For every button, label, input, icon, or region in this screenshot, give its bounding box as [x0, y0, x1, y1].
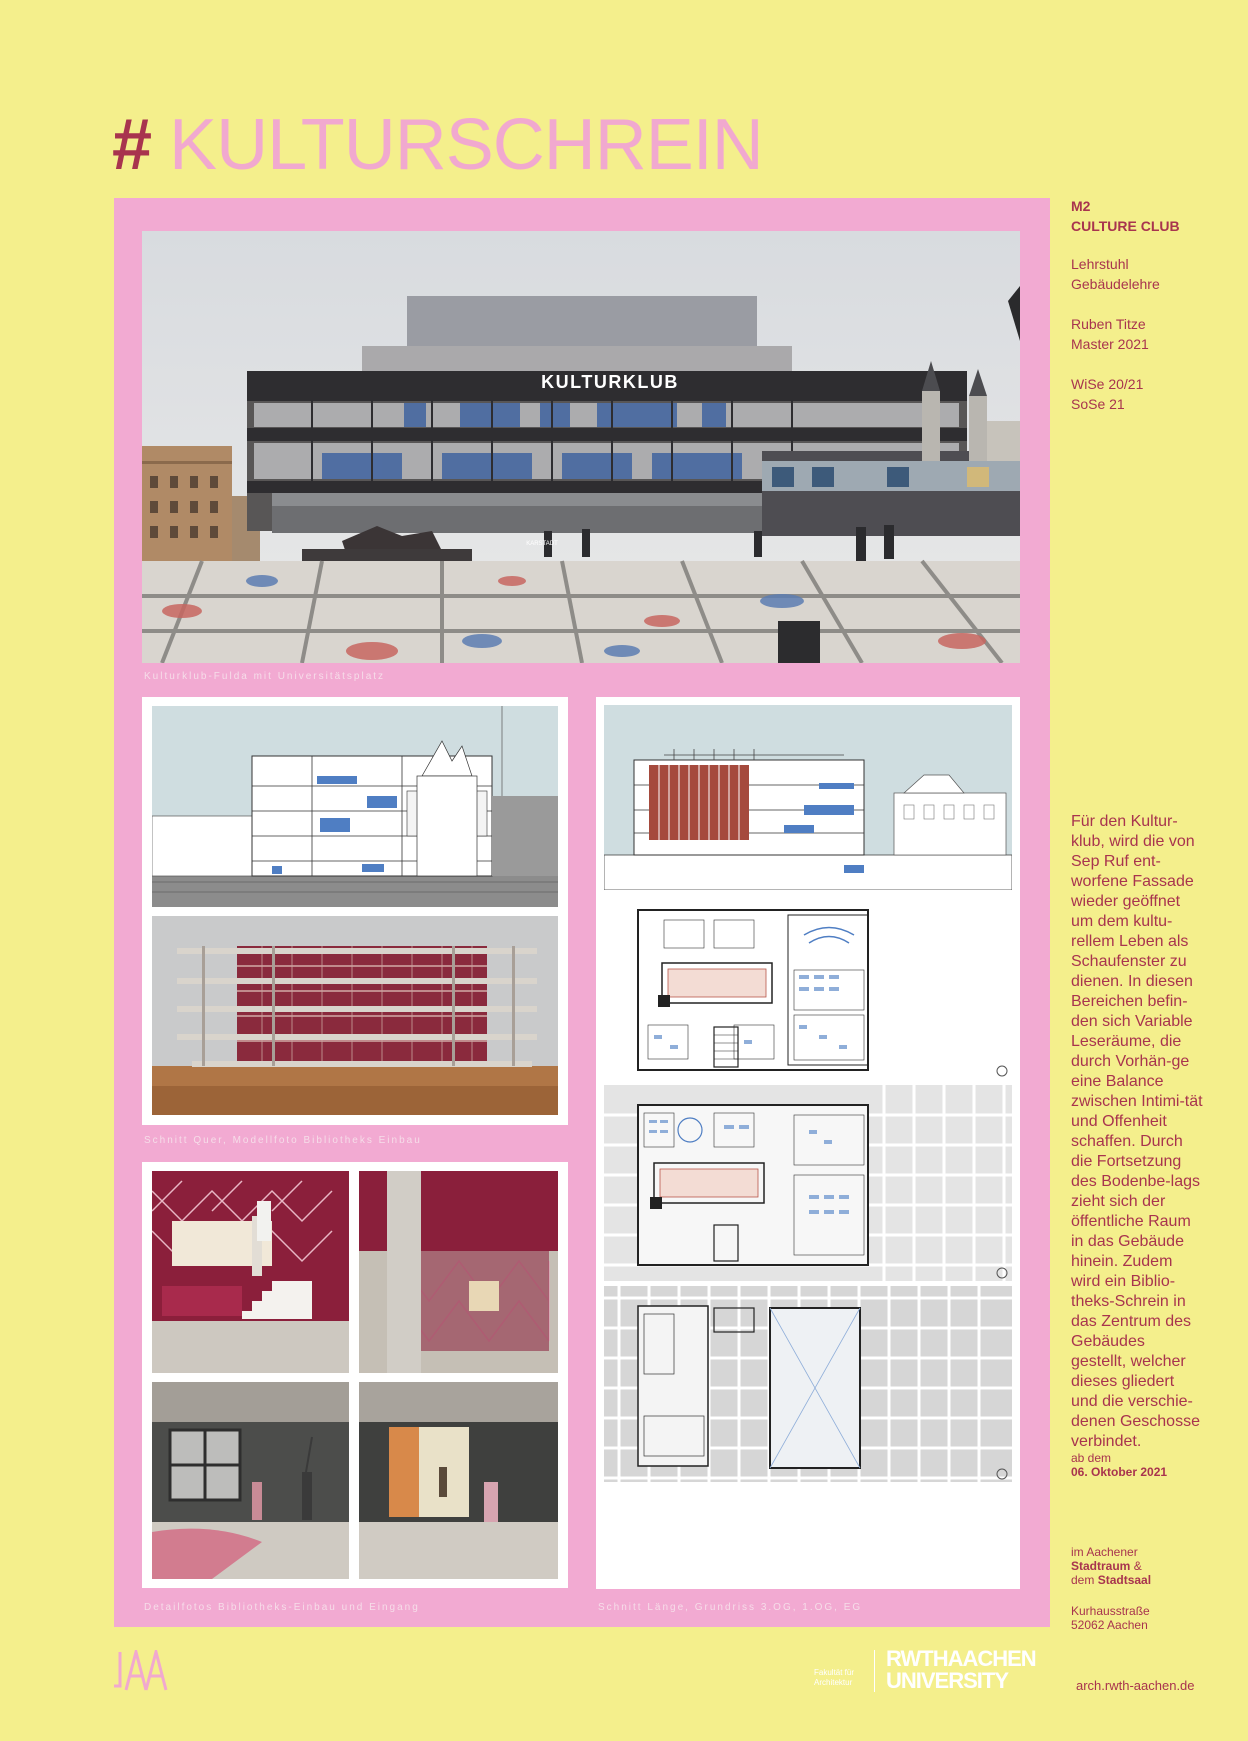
floor-plan-eg	[604, 1286, 1012, 1482]
title-hash: #	[112, 105, 152, 185]
exhibition-venue	[1071, 1545, 1151, 1587]
rwth-line-1: RWTHAACHEN	[886, 1646, 1036, 1671]
faculty-label	[814, 1668, 854, 1688]
hero-store-sign: KARSTADT	[526, 541, 558, 547]
section-model-caption: Schnitt Quer, Modellfoto Bibliotheks Einbau	[144, 1135, 422, 1146]
sidebar-header	[1071, 196, 1180, 236]
exhibition-date	[1071, 1451, 1167, 1479]
detail-photo-2	[359, 1171, 558, 1373]
venue-dem: dem	[1071, 1573, 1095, 1587]
faculty-line-1: Fakultät für	[814, 1668, 855, 1677]
from-label: ab dem	[1071, 1451, 1112, 1465]
date-value: 06. Oktober 2021	[1071, 1465, 1168, 1479]
content-panel	[114, 198, 1050, 1627]
module-label: M2	[1071, 198, 1091, 214]
detail-photo-1	[152, 1171, 349, 1373]
hero-caption: Kulturklub-Fulda mit Universitätsplatz	[144, 671, 386, 682]
detail-photos-card	[142, 1162, 568, 1588]
model-photo	[152, 916, 558, 1115]
chair-line-1: Lehrstuhl	[1071, 256, 1129, 272]
hero-photo	[142, 231, 1020, 663]
plans-card	[596, 697, 1020, 1589]
rwth-line-2: UNIVERSITY	[886, 1668, 1009, 1693]
page-title	[112, 105, 763, 185]
street: Kurhausstraße	[1071, 1604, 1150, 1618]
city: 52062 Aachen	[1071, 1618, 1148, 1632]
venue-1: Stadtraum	[1071, 1559, 1131, 1573]
author-name: Ruben Titze	[1071, 316, 1146, 332]
chair-line-2: Gebäudelehre	[1071, 276, 1160, 292]
sidebar-chair	[1071, 254, 1160, 294]
cross-section-drawing	[152, 706, 558, 907]
website-link[interactable]: arch.rwth-aachen.de	[1076, 1678, 1195, 1693]
footer-divider	[874, 1650, 875, 1692]
venue-2: Stadtsaal	[1097, 1573, 1152, 1587]
rwth-logo	[886, 1648, 1036, 1692]
semester-2: SoSe 21	[1071, 396, 1125, 412]
details-caption: Detailfotos Bibliotheks-Einbau und Eingang	[144, 1602, 420, 1613]
sidebar-author	[1071, 314, 1149, 354]
title-word: KULTURSCHREIN	[169, 105, 763, 185]
floor-plan-1og	[604, 1085, 1012, 1281]
floor-plan-3og	[604, 895, 1012, 1080]
course-label: CULTURE CLUB	[1071, 218, 1180, 234]
section-model-card	[142, 697, 568, 1125]
exhibition-address	[1071, 1604, 1150, 1632]
sidebar-semester	[1071, 374, 1143, 414]
degree-label: Master 2021	[1071, 336, 1149, 352]
semester-1: WiSe 20/21	[1071, 376, 1144, 392]
hero-sign-text: KULTURKLUB	[541, 372, 679, 392]
entrance-photo-2	[359, 1382, 558, 1579]
plans-caption: Schnitt Länge, Grundriss 3.OG, 1.OG, EG	[598, 1602, 863, 1613]
entrance-photo-1	[152, 1382, 349, 1579]
venue-amp: &	[1133, 1559, 1142, 1573]
faculty-line-2: Architektur	[814, 1678, 853, 1687]
project-description: Für den Kultur-klub, wird die von Sep Ruf ent-worfene Fassade wieder geöffnet um dem kultu-rellem Leben als Schaufenster zu dienen. In diesen Bereichen befin-den sich Variable Leseräume, die durch Vorhän-ge eine Balance zwischen Intimi-tät und Offenheit schaffen. Durch die Fortsetzung des Bodenbe-lags zieht sich der öffentliche Raum in das Gebäude hinein. Zudem wird ein Biblio-theks-Schrein in das Zentrum des Gebäudes gestellt, welcher dieses gliedert und die verschie-denen Geschosse verbindet.	[1071, 813, 1203, 1450]
long-section-drawing	[604, 705, 1012, 890]
in-label: im Aachener	[1071, 1545, 1138, 1559]
jaa-logo	[112, 1650, 170, 1692]
